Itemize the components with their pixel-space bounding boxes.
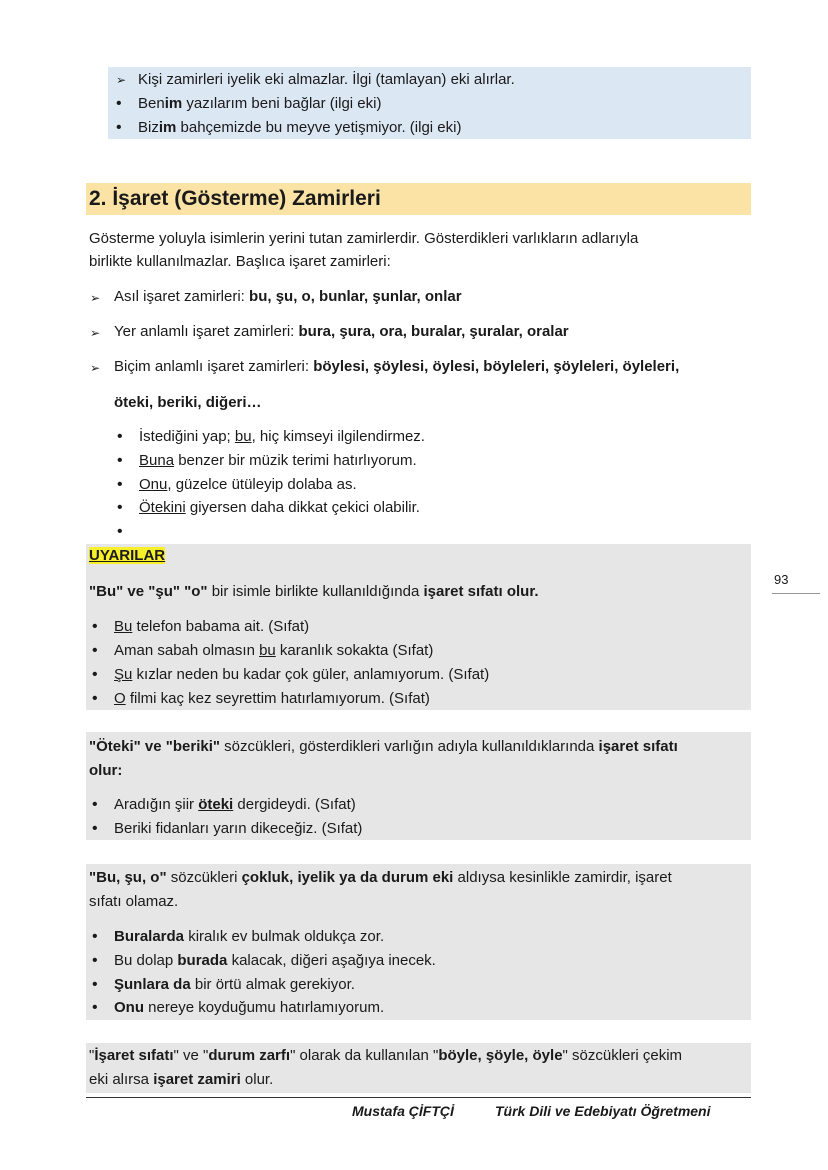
warning-2-title: "Öteki" ve "beriki" sözcükleri, gösterdikleri varlığın adıyla kullanıldıklarında işaret sıfatı bbox=[89, 738, 678, 755]
warning-2-title-cont: olur: bbox=[89, 762, 123, 779]
warning-4-line-1: "İşaret sıfatı" ve "durum zarfı" olarak da kullanılan "böyle, şöyle, öyle" sözcükleri çekim bbox=[89, 1047, 683, 1064]
intro-line-1: Gösterme yoluyla isimlerin yerini tutan zamirlerdir. Gösterdikleri varlıkların adlarıyla bbox=[89, 230, 639, 247]
section-title: 2. İşaret (Gösterme) Zamirleri bbox=[89, 187, 381, 210]
arrow-icon: ➢ bbox=[116, 73, 127, 87]
top-example-1: • Benim yazılarım beni bağlar (ilgi eki) bbox=[138, 94, 381, 114]
warning-3-example-4: • Onu nereye koyduğumu hatırlamıyorum. bbox=[114, 998, 384, 1018]
warning-1-example-2: • Aman sabah olmasın bu karanlık sokakta (Sıfat) bbox=[114, 641, 433, 661]
page-number-rule bbox=[772, 593, 820, 594]
warning-2-example-1: • Aradığın şiir öteki dergideydi. (Sıfat) bbox=[114, 795, 356, 815]
example-4: • Ötekini giyersen daha dikkat çekici olabilir. bbox=[139, 498, 420, 518]
warning-1-example-4: • O filmi kaç kez seyrettim hatırlamıyorum. (Sıfat) bbox=[114, 689, 430, 709]
pronoun-type-form: Biçim anlamlı işaret zamirleri: böylesi, şöylesi, öylesi, böyleleri, şöyleleri, öyleleri, bbox=[114, 358, 680, 375]
top-example-2: • Bizim bahçemizde bu meyve yetişmiyor. (ilgi eki) bbox=[138, 118, 461, 138]
arrow-icon: ➢ bbox=[90, 326, 101, 340]
warning-2-example-2: • Beriki fidanları yarın dikeceğiz. (Sıfat) bbox=[114, 819, 362, 839]
warning-3-example-1: • Buralarda kiralık ev bulmak oldukça zor. bbox=[114, 927, 384, 947]
example-1: • İstediğini yap; bu, hiç kimseyi ilgilendirmez. bbox=[139, 427, 425, 447]
warning-4-line-2: eki alırsa işaret zamiri olur. bbox=[89, 1071, 274, 1088]
warning-1-example-1: • Bu telefon babama ait. (Sıfat) bbox=[114, 617, 309, 637]
example-2: • Buna benzer bir müzik terimi hatırlıyorum. bbox=[139, 451, 417, 471]
intro-line-2: birlikte kullanılmazlar. Başlıca işaret zamirleri: bbox=[89, 253, 391, 270]
arrow-icon: ➢ bbox=[90, 361, 101, 375]
top-note-line: Kişi zamirleri iyelik eki almazlar. İlgi (tamlayan) eki alırlar. bbox=[138, 71, 515, 88]
footer-rule bbox=[86, 1097, 751, 1098]
footer-author: Mustafa ÇİFTÇİ bbox=[352, 1103, 454, 1119]
footer-title: Türk Dili ve Edebiyatı Öğretmeni bbox=[495, 1103, 711, 1119]
warning-3-title: "Bu, şu, o" sözcükleri çokluk, iyelik ya da durum eki aldıysa kesinlikle zamirdir, işaret bbox=[89, 869, 672, 886]
pronoun-type-place: Yer anlamlı işaret zamirleri: bura, şura, ora, buralar, şuralar, oralar bbox=[114, 323, 569, 340]
arrow-icon: ➢ bbox=[90, 291, 101, 305]
page-number: 93 bbox=[774, 572, 789, 587]
pronoun-type-basic: Asıl işaret zamirleri: bu, şu, o, bunlar, şunlar, onlar bbox=[114, 288, 462, 305]
warning-1-example-3: • Şu kızlar neden bu kadar çok güler, anlamıyorum. (Sıfat) bbox=[114, 665, 489, 685]
example-3: • Onu, güzelce ütüleyip dolaba as. bbox=[139, 475, 357, 495]
warning-3-example-2: • Bu dolap burada kalacak, diğeri aşağıya inecek. bbox=[114, 951, 436, 971]
warning-1-title: "Bu" ve "şu" "o" bir isimle birlikte kullanıldığında işaret sıfatı olur. bbox=[89, 583, 539, 600]
warnings-label: UYARILAR bbox=[89, 547, 166, 564]
warning-3-title-cont: sıfatı olamaz. bbox=[89, 893, 179, 910]
pronoun-type-form-cont: öteki, beriki, diğeri… bbox=[114, 394, 262, 411]
warning-3-example-3: • Şunlara da bir örtü almak gerekiyor. bbox=[114, 975, 355, 995]
